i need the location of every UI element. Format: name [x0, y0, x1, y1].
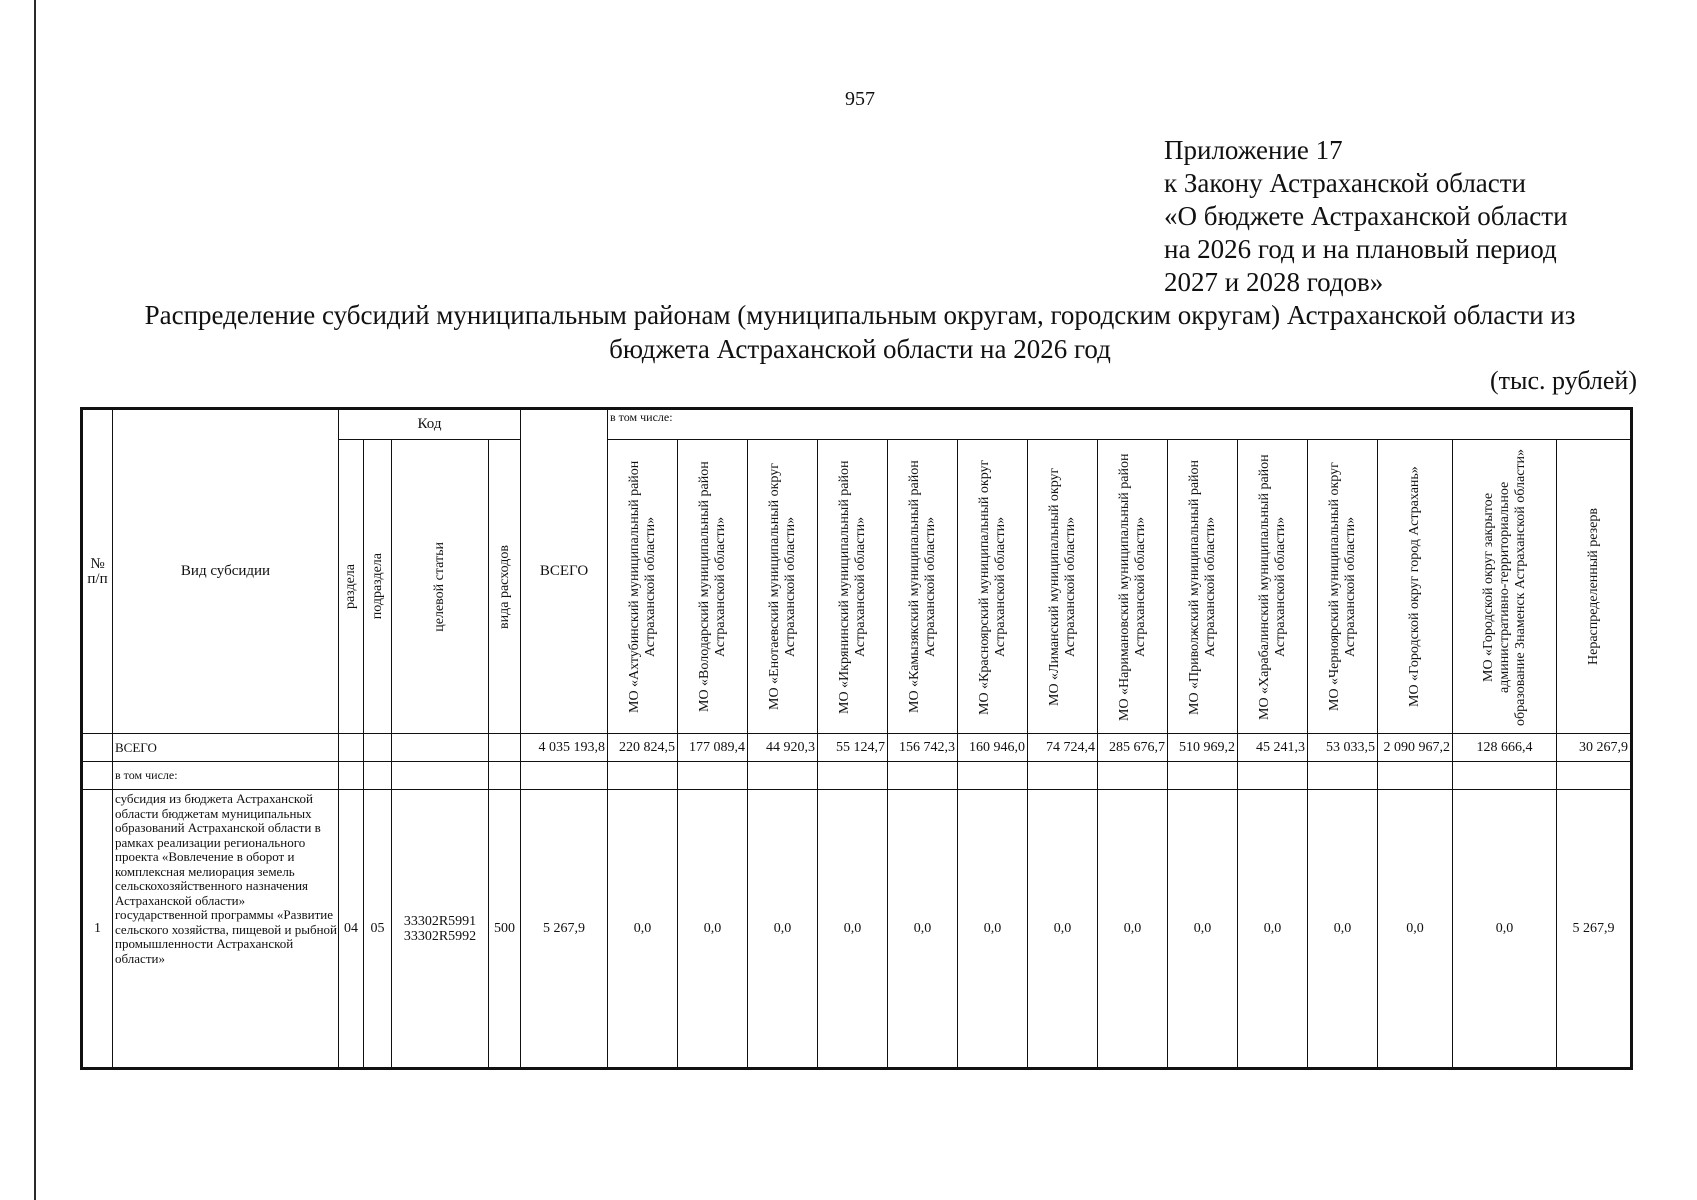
appendix-line: на 2026 год и на плановый период	[1164, 234, 1557, 264]
units-label: (тыс. рублей)	[1489, 366, 1637, 395]
header-municipality: МО «Городской округ закрытое административно-территориальное образование Знаменск Астраханской области»	[1453, 440, 1557, 734]
appendix-line: Приложение 17	[1164, 135, 1343, 165]
header-including: в том числе:	[608, 410, 1631, 440]
header-code-expense: вида расходов	[489, 440, 521, 734]
table-row	[83, 790, 1631, 1068]
row-cell: 0,0	[1168, 790, 1238, 1068]
header-municipality: Нераспределенный резерв	[1557, 440, 1631, 734]
row-cell: 5 267,9	[1557, 790, 1631, 1068]
total-cell: 128 666,4	[1453, 734, 1557, 762]
row-cell: 0,0	[608, 790, 678, 1068]
header-num: № п/п	[83, 410, 113, 734]
header-municipality: МО «Красноярский муниципальный округ Астраханской области»	[958, 440, 1028, 734]
row-cell: 0,0	[1238, 790, 1308, 1068]
total-cell: 177 089,4	[678, 734, 748, 762]
row-cell: 0,0	[678, 790, 748, 1068]
appendix-line: «О бюджете Астраханской области	[1164, 201, 1568, 231]
page-number: 957	[845, 88, 875, 110]
row-cell: 0,0	[818, 790, 888, 1068]
row-cell: 0,0	[1098, 790, 1168, 1068]
total-cell: 44 920,3	[748, 734, 818, 762]
total-cell: 156 742,3	[888, 734, 958, 762]
row-cell: 0,0	[958, 790, 1028, 1068]
row-article-code: 33302R5992	[403, 928, 477, 944]
row-num: 1	[83, 790, 113, 1068]
total-value: 4 035 193,8	[521, 734, 608, 762]
appendix-line: к Закону Астраханской области	[1164, 168, 1527, 198]
total-cell: 2 090 967,2	[1378, 734, 1453, 762]
header-code-subsection: подраздела	[364, 440, 392, 734]
header-municipality: МО «Лиманский муниципальный округ Астраханской области»	[1028, 440, 1098, 734]
header-total: ВСЕГО	[521, 410, 608, 734]
header-municipality: МО «Харабалинский муниципальный район Астраханской области»	[1238, 440, 1308, 734]
row-cell: 0,0	[1308, 790, 1378, 1068]
header-code-group: Код	[339, 410, 521, 440]
header-municipality: МО «Володарский муниципальный район Астраханской области»	[678, 440, 748, 734]
header-type: Вид субсидии	[113, 410, 339, 734]
row-total: 5 267,9	[521, 790, 608, 1068]
header-municipality: МО «Камызякский муниципальный район Астраханской области»	[888, 440, 958, 734]
header-municipality: МО «Наримановский муниципальный район Астраханской области»	[1098, 440, 1168, 734]
including-row	[83, 762, 1631, 790]
subsidy-table	[82, 409, 1631, 1068]
header-municipality: МО «Ахтубинский муниципальный район Астраханской области»	[608, 440, 678, 734]
row-cell: 0,0	[888, 790, 958, 1068]
row-article	[392, 790, 489, 1068]
appendix-note	[1164, 134, 1568, 299]
total-cell: 30 267,9	[1557, 734, 1631, 762]
header-code-section: раздела	[339, 440, 364, 734]
row-cell: 0,0	[1453, 790, 1557, 1068]
header-municipality: МО «Приволжский муниципальный район Астраханской области»	[1168, 440, 1238, 734]
total-num	[83, 734, 113, 762]
total-cell: 510 969,2	[1168, 734, 1238, 762]
row-cell: 0,0	[1378, 790, 1453, 1068]
row-subsection: 05	[364, 790, 392, 1068]
total-cell: 55 124,7	[818, 734, 888, 762]
total-cell: 45 241,3	[1238, 734, 1308, 762]
row-section: 04	[339, 790, 364, 1068]
total-row	[83, 734, 1631, 762]
document-title: Распределение субсидий муниципальным районам (муниципальным округам, городским округам) Астраханской области из бюджета Астраханской области на 2026 год	[144, 300, 1576, 364]
total-cell: 220 824,5	[608, 734, 678, 762]
row-cell: 0,0	[1028, 790, 1098, 1068]
header-row-1	[83, 410, 1631, 440]
header-code-article: целевой статьи	[392, 440, 489, 734]
total-label: ВСЕГО	[113, 734, 339, 762]
row-type: субсидия из бюджета Астраханской области бюджетам муниципальных образований Астраханской области в рамках реализации регионального проекта «Вовлечение в оборот и комплексная мелиорация земель сельскохозяйственного назначения Астраханской области» государственной программы «Развитие сельского хозяйства, пищевой и рыбной промышленности Астраханской области»	[113, 790, 339, 1068]
total-cell: 74 724,4	[1028, 734, 1098, 762]
header-municipality: МО «Енотаевский муниципальный округ Астраханской области»	[748, 440, 818, 734]
row-cell: 0,0	[748, 790, 818, 1068]
including-label: в том числе:	[113, 762, 339, 790]
total-cell: 53 033,5	[1308, 734, 1378, 762]
appendix-line: 2027 и 2028 годов»	[1164, 267, 1384, 297]
header-municipality: МО «Черноярский муниципальный округ Астраханской области»	[1308, 440, 1378, 734]
total-cell: 285 676,7	[1098, 734, 1168, 762]
header-municipality: МО «Икрянинский муниципальный район Астраханской области»	[818, 440, 888, 734]
total-cell: 160 946,0	[958, 734, 1028, 762]
binding-line	[34, 0, 36, 1200]
header-municipality: МО «Городской округ город Астрахань»	[1378, 440, 1453, 734]
row-expense: 500	[489, 790, 521, 1068]
row-article-code: 33302R5991	[403, 913, 477, 929]
